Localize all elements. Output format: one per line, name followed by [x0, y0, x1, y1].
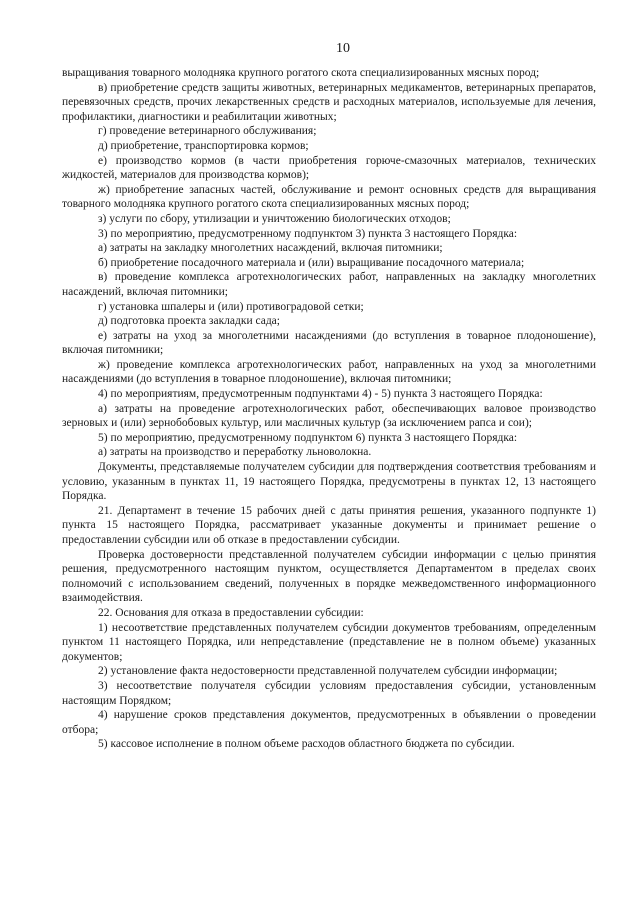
paragraph: 3) по мероприятию, предусмотренному подпунктом 3) пункта 3 настоящего Порядка:: [98, 227, 518, 240]
paragraph: выращивания товарного молодняка крупного рогатого скота специализированных мясных пород;: [62, 67, 540, 79]
paragraph: 1) несоответствие представленных получателем субсидии документов требованиям, определенным пунктом 11 настоящего Порядка, или непредставление (представление не в полном объеме) указанных документов;: [62, 621, 596, 663]
page-number: 10: [336, 41, 350, 56]
document-body: [62, 66, 596, 752]
paragraph: 5) по мероприятию, предусмотренному подпунктом 6) пункта 3 настоящего Порядка:: [98, 431, 518, 444]
paragraph: Проверка достоверности представленной получателем субсидии информации с целью принятия решения, предусмотренного настоящим пунктом, осуществляется Департаментом в пределах своих полномочий с использованием сведений, полученных в порядке межведомственного информационного взаимодействия.: [62, 548, 596, 605]
paragraph: б) приобретение посадочного материала и (или) выращивание посадочного материала;: [98, 256, 525, 269]
paragraph: в) проведение комплекса агротехнологических работ, направленных на закладку многолетних насаждений, включая питомники;: [62, 271, 596, 298]
paragraph: 22. Основания для отказа в предоставлении субсидии:: [98, 606, 364, 619]
paragraph: 3) несоответствие получателя субсидии условиям предоставления субсидии, установленным настоящим Порядком;: [62, 679, 596, 707]
paragraph: г) установка шпалеры и (или) противоградовой сетки;: [98, 300, 364, 313]
paragraph: 4) нарушение сроков представления документов, предусмотренных в объявлении о проведении отбора;: [62, 709, 596, 736]
paragraph: в) приобретение средств защиты животных, ветеринарных медикаментов, ветеринарных препаратов, перевязочных средств, прочих лекарственных средств и расходных материалов, используемые для лечения, профилактики, диагностики и реабилитации животных;: [62, 81, 596, 123]
paragraph: з) услуги по сбору, утилизации и уничтожению биологических отходов;: [98, 212, 451, 225]
paragraph: Документы, представляемые получателем субсидии для подтверждения соответствия требованиям и условию, указанным в пунктах 11, 19 настоящего Порядка, предусмотрены в пунктах 12, 13 настоящего Порядка.: [62, 461, 596, 503]
paragraph: д) приобретение, транспортировка кормов;: [98, 139, 309, 152]
paragraph: д) подготовка проекта закладки сада;: [98, 315, 280, 328]
paragraph: г) проведение ветеринарного обслуживания;: [98, 125, 317, 138]
paragraph: ж) приобретение запасных частей, обслуживание и ремонт основных средств для выращивания товарного молодняка крупного рогатого скота специализированных мясных пород;: [62, 183, 596, 211]
paragraph: а) затраты на проведение агротехнологических работ, обеспечивающих валовое производство зерновых и (или) зернобобовых культур, или масличных культур (за исключением рапса и сои);: [62, 402, 596, 430]
paragraph: е) производство кормов (в части приобретения горюче-смазочных материалов, технических жидкостей, материалов для производства кормов);: [62, 154, 596, 182]
paragraph: а) затраты на закладку многолетних насаждений, включая питомники;: [98, 242, 443, 255]
paragraph: а) затраты на производство и переработку льноволокна.: [98, 446, 372, 459]
paragraph: е) затраты на уход за многолетними насаждениями (до вступления в товарное плодоношение), включая питомники;: [62, 329, 596, 357]
paragraph: 21. Департамент в течение 15 рабочих дней с даты принятия решения, указанного подпункте 1) пункта 15 настоящего Порядка, рассматривает указанные документы и принимает решение о предоставлении субсидии или об отказе в предоставлении субсидии.: [62, 504, 596, 546]
paragraph: ж) проведение комплекса агротехнологических работ, направленных на уход за многолетними насаждениями (до вступления в товарное плодоношение), включая питомники;: [62, 358, 596, 386]
paragraph: 4) по мероприятиям, предусмотренным подпунктами 4) - 5) пункта 3 настоящего Порядка:: [98, 388, 543, 401]
paragraph: 2) установление факта недостоверности представленной получателем субсидии информации;: [98, 665, 558, 678]
paragraph: 5) кассовое исполнение в полном объеме расходов областного бюджета по субсидии.: [98, 738, 515, 751]
